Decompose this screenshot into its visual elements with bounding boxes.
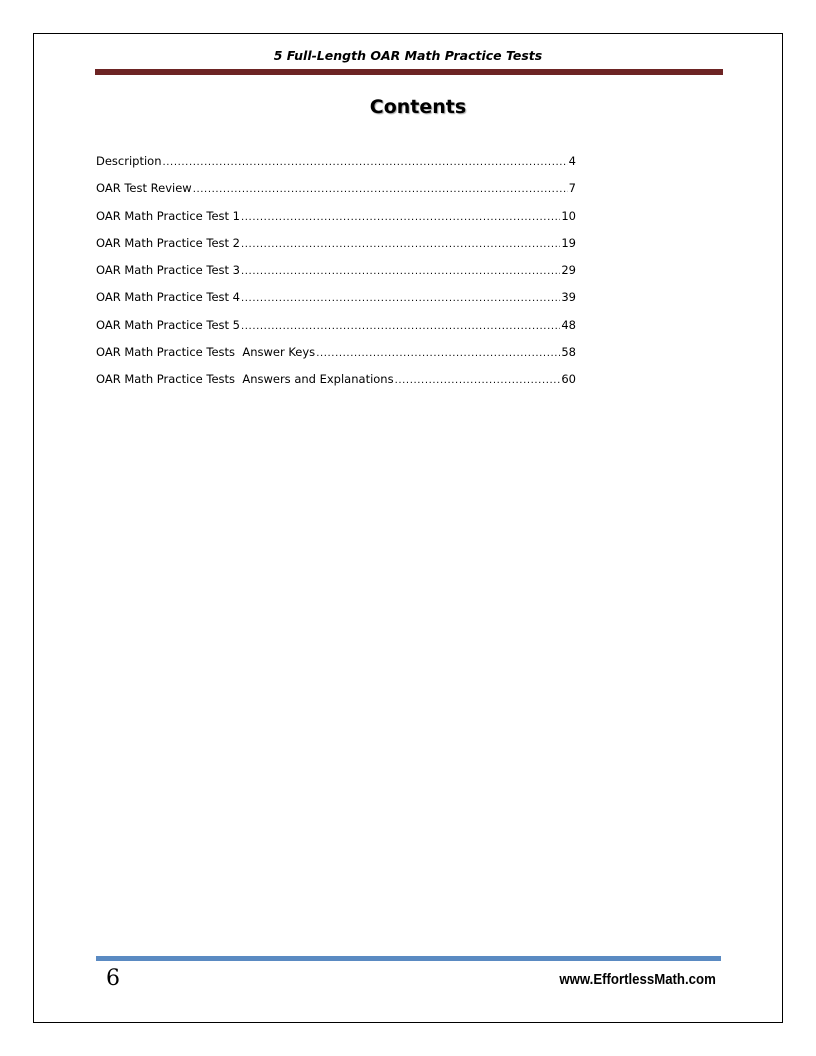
toc-entry-page: 19 [561,235,576,250]
toc-entry-page: 39 [561,290,576,305]
table-of-contents [96,154,576,400]
toc-title: Contents [369,96,467,118]
running-header-title: 5 Full-Length OAR Math Practice Tests [273,48,543,63]
toc-dot-leader [241,321,560,332]
toc-entry-label: OAR Math Practice Test 5 [96,317,240,332]
toc-dot-leader [193,184,568,195]
toc-entry-answer-keys[interactable] [96,345,576,372]
toc-dot-leader [241,293,560,304]
toc-entry-page: 29 [561,263,576,278]
toc-entry-label: OAR Math Practice Test 4 [96,290,240,305]
toc-dot-leader [395,375,561,386]
footer-divider [96,956,721,961]
toc-entry-page: 4 [568,154,576,168]
toc-entry-label: OAR Math Practice Test 3 [96,263,240,278]
toc-dot-leader [241,239,560,250]
toc-entry-label: OAR Math Practice Test 1 [96,208,240,223]
toc-entry-answers-explanations[interactable] [96,372,576,399]
toc-entry-practice-test-3[interactable] [96,263,576,290]
toc-entry-practice-test-5[interactable] [96,318,576,345]
toc-dot-leader [241,212,560,223]
toc-entry-practice-test-1[interactable] [96,209,576,236]
toc-entry-page: 10 [561,208,576,223]
toc-entry-label: OAR Math Practice Tests Answer Keys [96,345,316,360]
toc-entry-practice-test-4[interactable] [96,290,576,317]
toc-entry-page: 48 [561,317,576,332]
website-url: www.EffortlessMath.com [559,971,716,988]
toc-entry-page: 7 [568,181,576,196]
page-number: 6 [106,966,120,991]
toc-entry-label: OAR Math Practice Test 2 [96,235,240,250]
toc-dot-leader [163,157,568,168]
toc-entry-test-review[interactable] [96,181,576,208]
toc-entry-practice-test-2[interactable] [96,236,576,263]
toc-dot-leader [241,266,560,277]
toc-entry-page: 58 [561,345,576,360]
toc-entry-label: OAR Test Review [96,181,192,196]
header-divider [95,69,723,75]
toc-entry-page: 60 [561,372,576,387]
toc-entry-label: OAR Math Practice Tests Answers and Explanations [96,372,394,387]
toc-dot-leader [316,348,560,359]
toc-entry-label: Description [96,154,162,168]
toc-entry-description[interactable] [96,154,576,181]
